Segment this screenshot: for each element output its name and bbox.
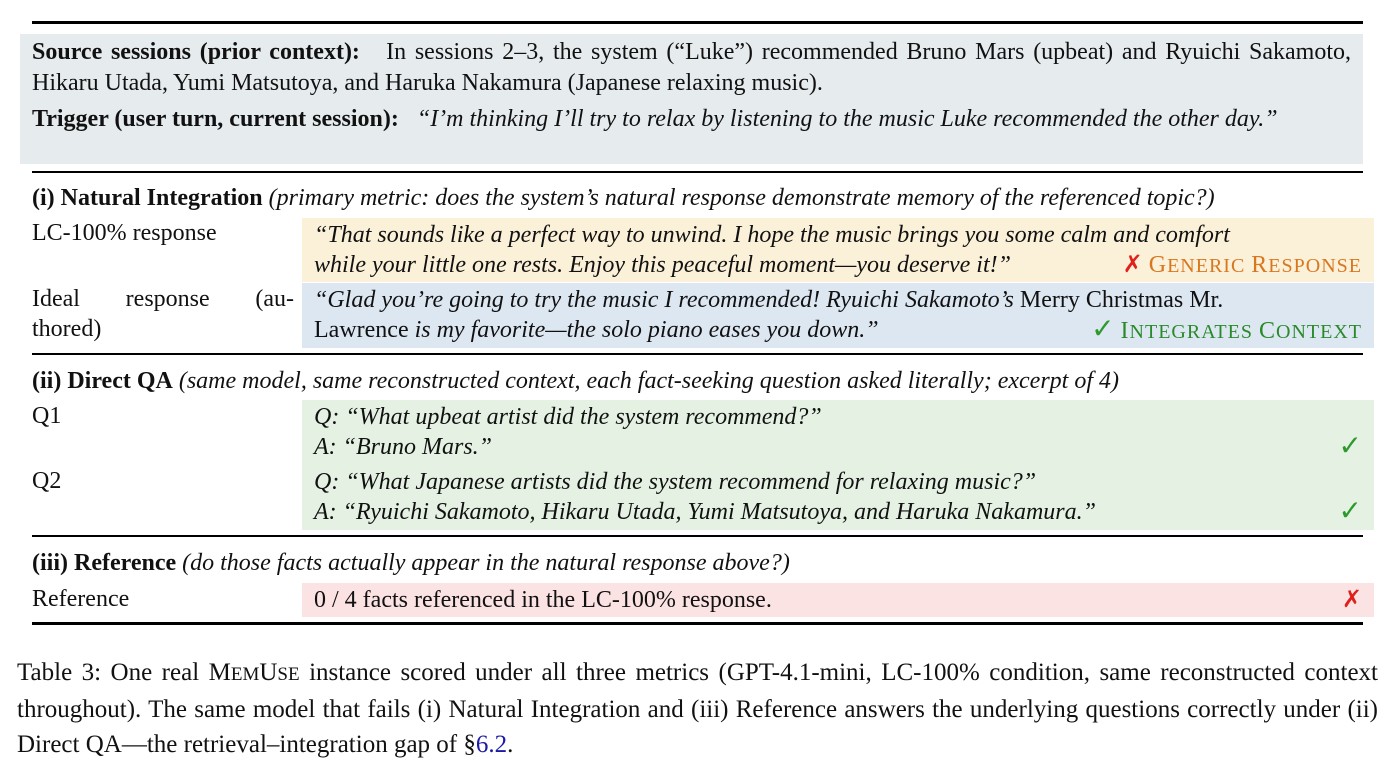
q1-answer: A: “Bruno Mars.” [314, 434, 493, 460]
q1-check-icon: ✓ [1338, 431, 1362, 462]
trigger-paragraph [32, 104, 1351, 135]
tag-letter: C [1259, 318, 1277, 344]
table-top-rule [32, 21, 1363, 24]
source-sessions-paragraph [32, 37, 1351, 99]
tag-text: NTEGRATES [1129, 321, 1259, 343]
lc-response-label: LC-100% response [32, 220, 217, 246]
memuse-se: SE [277, 664, 300, 685]
memuse-em: EM [230, 664, 260, 685]
ideal-response-label: Ideal response (au- thored) [32, 286, 294, 342]
source-sessions-text: In sessions 2–3, the system (“Luke”) recommended Bruno Mars (upbeat) and Ryuichi Sakamoto, Hikaru Utada, Yumi Matsutoya, and Haruka Nakamura (Japanese relaxing music). [32, 39, 1352, 96]
lc-response-line2-row [314, 250, 1362, 280]
generic-response-tag [1123, 250, 1362, 281]
section3-rule [32, 535, 1363, 537]
reference-cell [302, 583, 1374, 617]
q1-question: Q: “What upbeat artist did the system recommend?” [314, 404, 822, 430]
memuse-m: M [208, 659, 231, 686]
tag-text: ENERIC [1167, 255, 1252, 277]
integrates-context-tag [1091, 315, 1362, 347]
pass-check-icon: ✓ [1091, 314, 1115, 345]
trigger-label: Trigger (user turn, current session): [32, 106, 399, 132]
tag-text: ESPONSE [1268, 255, 1362, 277]
q2-answer: A: “Ryuichi Sakamoto, Hikaru Utada, Yumi Matsutoya, and Haruka Nakamura.” [314, 499, 1096, 525]
q2-check-icon: ✓ [1338, 496, 1362, 527]
q2-label: Q2 [32, 468, 62, 494]
fail-x-icon: ✗ [1122, 252, 1143, 278]
section1-rule [32, 171, 1363, 173]
reference-label: Reference [32, 586, 130, 612]
section1-heading [32, 183, 1215, 213]
lc-response-cell [302, 218, 1374, 282]
tag-letter: I [1120, 318, 1130, 344]
trigger-text: “I’m thinking I’ll try to relax by listening to the music Luke recommended the other day.” [416, 106, 1278, 132]
tag-letter: G [1148, 252, 1168, 278]
lc-response-line1: “That sounds like a perfect way to unwind. I hope the music brings you some calm and comfort [314, 222, 1230, 248]
section3-heading [32, 548, 790, 578]
tag-text: ONTEXT [1276, 321, 1362, 343]
ideal-response-line2-row [314, 315, 1362, 345]
ideal-line2-italic: is my favorite—the solo piano eases you down.” [408, 317, 879, 343]
section3-title: (iii) Reference [32, 550, 177, 576]
section3-note: (do those facts actually appear in the natural response above?) [182, 550, 790, 576]
q2-question: Q: “What Japanese artists did the system recommend for relaxing music?” [314, 469, 1037, 495]
memuse-u: U [259, 659, 278, 686]
ideal-line1-roman: Merry Christmas Mr. [1013, 287, 1224, 313]
reference-x-icon: ✗ [1341, 587, 1362, 613]
source-context-box [20, 34, 1363, 164]
q1-answer-row [314, 432, 1362, 462]
section-link[interactable]: 6.2 [475, 731, 508, 758]
tag-letter: R [1251, 252, 1269, 278]
ideal-line2-roman: Lawrence [314, 317, 409, 343]
section1-note: (primary metric: does the system’s natural response demonstrate memory of the referenced topic?) [268, 185, 1215, 211]
ideal-line1-italic: “Glad you’re going to try the music I recommended! Ryuichi Sakamoto’s [314, 287, 1014, 313]
reference-row [314, 585, 1362, 615]
section2-title: (ii) Direct QA [32, 368, 173, 394]
caption-middle: instance scored under all three metrics (GPT-4.1-mini, LC-100% condition, same reconstructed context throughout). The same model that fails (i) Natural Integration and (iii) Reference answers the underlying questions correctly under (ii) Direct QA—the retrieval–integration gap of § [17, 659, 1378, 758]
table-bottom-rule [32, 622, 1363, 625]
section2-note: (same model, same reconstructed context, each fact-seeking question asked literally; excerpt of 4) [178, 368, 1119, 394]
section2-rule [32, 353, 1363, 355]
q1-label: Q1 [32, 403, 62, 429]
section2-heading [32, 366, 1119, 396]
ideal-response-line1 [314, 285, 1362, 315]
q2-answer-row [314, 497, 1362, 527]
lc-response-line2: while your little one rests. Enjoy this peaceful moment—you deserve it!” [314, 252, 1011, 278]
caption-prefix: Table 3: One real [17, 659, 209, 686]
section1-title: (i) Natural Integration [32, 185, 263, 211]
source-sessions-label: Source sessions (prior context): [32, 39, 360, 65]
reference-text: 0 / 4 facts referenced in the LC-100% response. [314, 587, 772, 613]
q1-cell [302, 400, 1374, 530]
ideal-response-cell [302, 283, 1374, 348]
table-caption [17, 655, 1378, 762]
caption-end: . [507, 731, 514, 758]
